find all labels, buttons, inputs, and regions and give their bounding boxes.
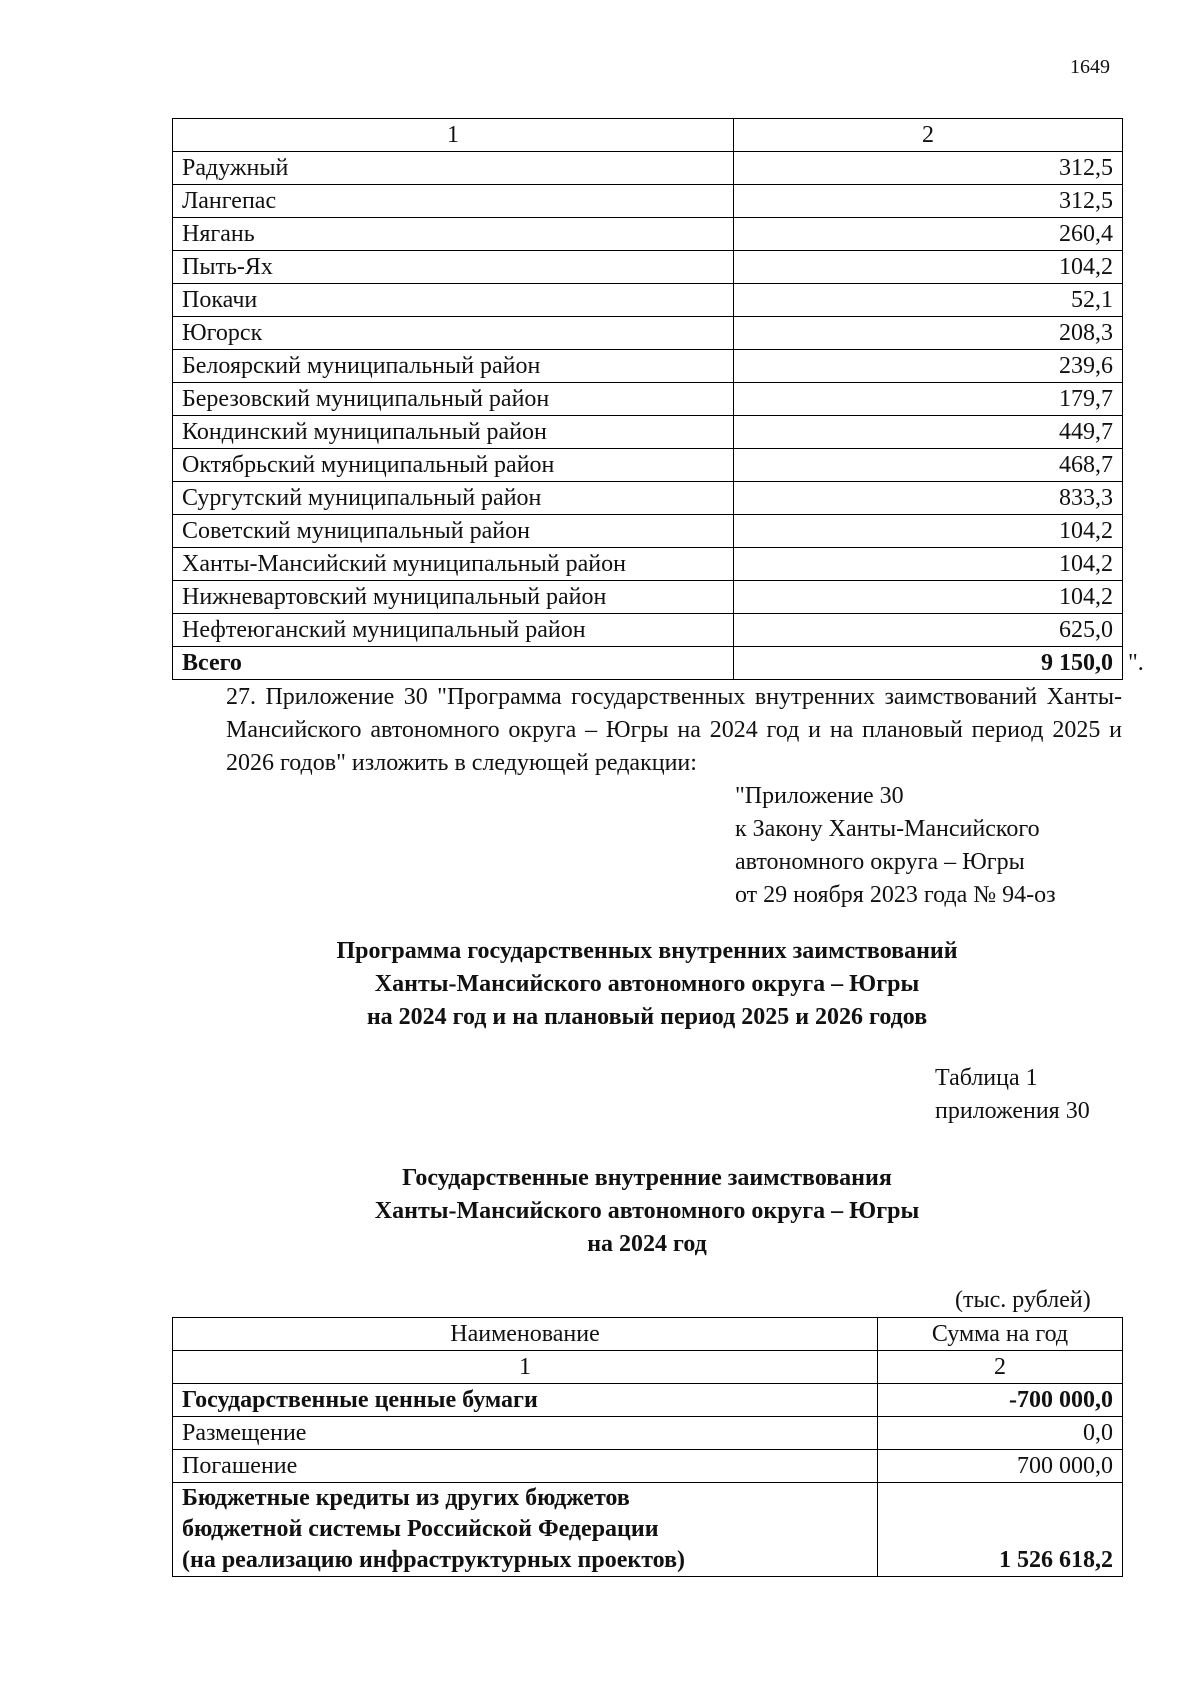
appendix-line: "Приложение 30 bbox=[735, 783, 904, 809]
table-row bbox=[173, 548, 1123, 581]
amendment-paragraph bbox=[172, 681, 1122, 780]
row-name-line: Бюджетные кредиты из других бюджетов bbox=[182, 1485, 630, 1511]
table-row bbox=[173, 1483, 1123, 1577]
row-name: Ханты-Мансийский муниципальный район bbox=[173, 548, 734, 581]
row-name: Погашение bbox=[173, 1450, 878, 1483]
row-value: 0,0 bbox=[878, 1417, 1123, 1450]
table-row bbox=[173, 581, 1123, 614]
page-number: 1649 bbox=[1070, 56, 1110, 78]
row-value: 208,3 bbox=[734, 317, 1123, 350]
row-value: 104,2 bbox=[734, 548, 1123, 581]
title-line: Государственные внутренние заимствования bbox=[402, 1165, 892, 1191]
table-note-line: приложения 30 bbox=[935, 1098, 1090, 1124]
row-name: Югорск bbox=[173, 317, 734, 350]
table-row bbox=[173, 416, 1123, 449]
row-value: 700 000,0 bbox=[878, 1450, 1123, 1483]
row-value: 833,3 bbox=[734, 482, 1123, 515]
header-name: Наименование bbox=[173, 1318, 878, 1351]
borrowings-table bbox=[172, 1317, 1123, 1577]
row-value: 468,7 bbox=[734, 449, 1123, 482]
row-name bbox=[173, 1483, 878, 1577]
paragraph-text: 27. Приложение 30 "Программа государственных внутренних заимствований Ханты-Мансийского автономного округа – Югры на 2024 год и на плановый период 2025 и 2026 годов" изложить в следующей редакции: bbox=[226, 684, 1122, 776]
row-name: Размещение bbox=[173, 1417, 878, 1450]
row-value: 312,5 bbox=[734, 185, 1123, 218]
closing-quote: ". bbox=[1128, 650, 1144, 676]
table-row bbox=[173, 1417, 1123, 1450]
row-name-line: бюджетной системы Российской Федерации bbox=[182, 1516, 659, 1542]
row-name: Лангепас bbox=[173, 185, 734, 218]
row-name: Покачи bbox=[173, 284, 734, 317]
title-line: Ханты-Мансийского автономного округа – Югры bbox=[374, 971, 920, 997]
row-value: 625,0 bbox=[734, 614, 1123, 647]
table-note bbox=[935, 1062, 1090, 1128]
row-name: Белоярский муниципальный район bbox=[173, 350, 734, 383]
table-row bbox=[173, 185, 1123, 218]
appendix-line: автономного округа – Югры bbox=[735, 849, 1025, 875]
index-1: 1 bbox=[173, 1351, 878, 1384]
units-label: (тыс. рублей) bbox=[955, 1287, 1091, 1313]
table-index-row bbox=[173, 1351, 1123, 1384]
row-name: Нягань bbox=[173, 218, 734, 251]
table-row bbox=[173, 1450, 1123, 1483]
allocation-table bbox=[172, 118, 1123, 680]
row-name: Октябрьский муниципальный район bbox=[173, 449, 734, 482]
row-name: Сургутский муниципальный район bbox=[173, 482, 734, 515]
table-note-line: Таблица 1 bbox=[935, 1065, 1038, 1091]
appendix-line: от 29 ноября 2023 года № 94-оз bbox=[735, 882, 1056, 908]
table-row bbox=[173, 1384, 1123, 1417]
table-row bbox=[173, 218, 1123, 251]
row-value: 449,7 bbox=[734, 416, 1123, 449]
row-value: 239,6 bbox=[734, 350, 1123, 383]
table-header-row bbox=[173, 119, 1123, 152]
title-line: Ханты-Мансийского автономного округа – Югры bbox=[374, 1198, 920, 1224]
total-label: Всего bbox=[173, 647, 734, 680]
title-line: на 2024 год и на плановый период 2025 и 2026 годов bbox=[366, 1004, 928, 1030]
table-row bbox=[173, 284, 1123, 317]
row-value: 104,2 bbox=[734, 515, 1123, 548]
row-value: -700 000,0 bbox=[878, 1384, 1123, 1417]
program-title bbox=[172, 935, 1122, 1034]
table-row bbox=[173, 614, 1123, 647]
title-line: Программа государственных внутренних заимствований bbox=[336, 938, 958, 964]
table-row bbox=[173, 317, 1123, 350]
header-sum: Сумма на год bbox=[878, 1318, 1123, 1351]
appendix-line: к Закону Ханты-Мансийского bbox=[735, 816, 1040, 842]
row-value: 312,5 bbox=[734, 152, 1123, 185]
row-name: Радужный bbox=[173, 152, 734, 185]
row-value: 260,4 bbox=[734, 218, 1123, 251]
row-name: Советский муниципальный район bbox=[173, 515, 734, 548]
index-2: 2 bbox=[878, 1351, 1123, 1384]
total-row bbox=[173, 647, 1123, 680]
row-name-line: (на реализацию инфраструктурных проектов) bbox=[182, 1547, 686, 1573]
title-line: на 2024 год bbox=[587, 1231, 707, 1257]
section-title bbox=[172, 1162, 1122, 1261]
table-row bbox=[173, 482, 1123, 515]
row-value: 104,2 bbox=[734, 581, 1123, 614]
table-row bbox=[173, 449, 1123, 482]
row-name: Государственные ценные бумаги bbox=[173, 1384, 878, 1417]
row-name: Кондинский муниципальный район bbox=[173, 416, 734, 449]
appendix-reference bbox=[735, 780, 1056, 912]
row-value: 1 526 618,2 bbox=[878, 1483, 1123, 1577]
table-row bbox=[173, 251, 1123, 284]
row-name: Нижневартовский муниципальный район bbox=[173, 581, 734, 614]
row-name: Березовский муниципальный район bbox=[173, 383, 734, 416]
table-row bbox=[173, 350, 1123, 383]
table-row bbox=[173, 383, 1123, 416]
row-value: 179,7 bbox=[734, 383, 1123, 416]
table-header-row bbox=[173, 1318, 1123, 1351]
table-row bbox=[173, 515, 1123, 548]
row-value: 104,2 bbox=[734, 251, 1123, 284]
row-name: Нефтеюганский муниципальный район bbox=[173, 614, 734, 647]
total-value: 9 150,0 bbox=[734, 647, 1123, 680]
table-row bbox=[173, 152, 1123, 185]
row-value: 52,1 bbox=[734, 284, 1123, 317]
header-col-1: 1 bbox=[173, 119, 734, 152]
header-col-2: 2 bbox=[734, 119, 1123, 152]
row-name: Пыть-Ях bbox=[173, 251, 734, 284]
